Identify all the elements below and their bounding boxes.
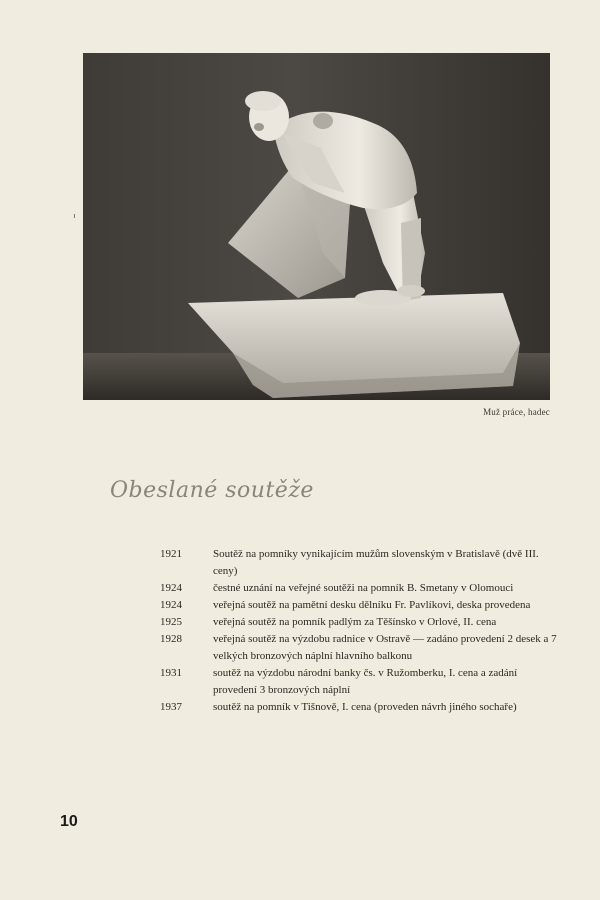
list-item [160,665,560,699]
entry-year: 1924 [160,582,182,594]
entry-text: Soutěž na pomníky vynikajícím mužům slovenským v Bratislavě (dvě III. ceny) [213,548,539,577]
entry-year: 1937 [160,701,182,713]
entry-text: soutěž na výzdobu národní banky čs. v Ružomberku, I. cena a zadání provedení 3 bronzových náplní [213,667,518,696]
entry-year: 1921 [160,548,182,560]
margin-mark [74,214,75,218]
entry-year: 1931 [160,667,182,679]
competition-list [160,546,560,716]
entry-year: 1925 [160,616,182,628]
photo-caption: Muž práce, hadec [483,407,550,417]
section-heading: Obeslané soutěže [110,478,314,503]
entry-year: 1928 [160,633,182,645]
list-item [160,699,560,716]
list-item [160,580,560,597]
entry-text: soutěž na pomník v Tišnově, I. cena (proveden návrh jiného sochaře) [213,701,517,713]
entry-year: 1924 [160,599,182,611]
page-number: 10 [60,813,78,830]
list-item [160,597,560,614]
entry-text: veřejná soutěž na výzdobu radnice v Ostravě — zadáno provedení 2 desek a 7 velkých bronzových náplní hlavního balkonu [213,633,557,662]
entry-text: veřejná soutěž na pamětní desku dělníku Fr. Pavlíkovi, deska provedena [213,599,531,611]
list-item [160,631,560,665]
list-item [160,614,560,631]
sculpture-photo [83,53,550,400]
list-item [160,546,560,580]
entry-text: čestné uznání na veřejné soutěži na pomník B. Smetany v Olomouci [213,582,514,594]
entry-text: veřejná soutěž na pomník padlým za Těšínsko v Orlové, II. cena [213,616,497,628]
